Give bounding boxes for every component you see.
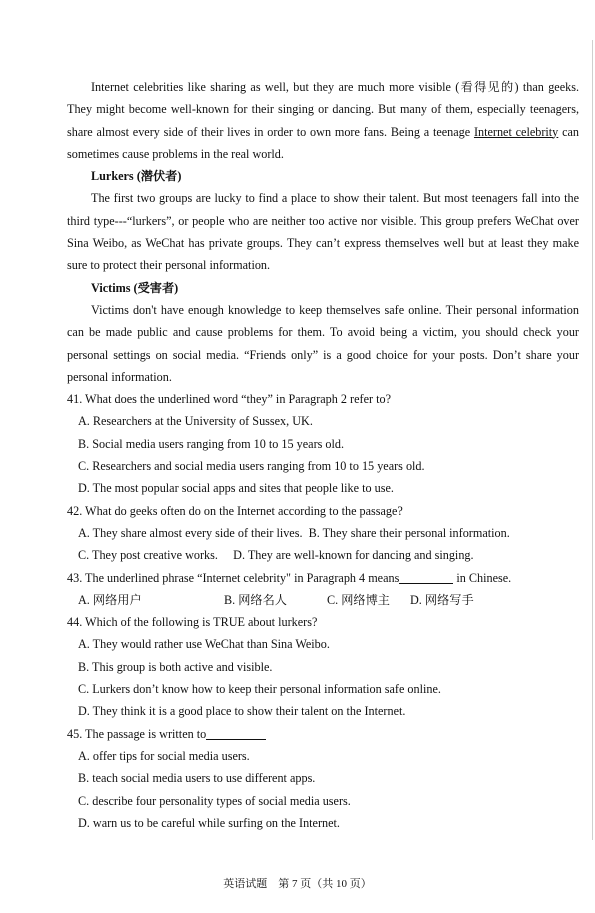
page-footer: 英语试题 第 7 页（共 10 页） (223, 878, 372, 890)
q42-option-c: C. They post creative works. (78, 548, 218, 563)
q41-option-c: C. Researchers and social media users ranging from 10 to 15 years old. (78, 459, 425, 474)
question-42 (67, 500, 579, 567)
q45-stem (67, 723, 579, 745)
paragraph-internet-celebrities (67, 76, 579, 165)
q43-stem-text-a: 43. The underlined phrase “Internet celebrity" in Paragraph 4 means (67, 570, 400, 585)
p1-text-b: can sometimes cause problems in the real world. (67, 124, 579, 161)
q45-blank (206, 725, 266, 740)
q42-option-a: A. They share almost every side of their lives. (78, 525, 303, 540)
q42-options-ab (67, 522, 579, 544)
q44-stem: 44. Which of the following is TRUE about lurkers? (67, 615, 318, 630)
paragraph-victims: Victims don't have enough knowledge to keep themselves safe online. Their personal information can be made public and cause problems for them. To avoid being a victim, you should check your personal settings on social media. “Friends only” is a good choice for your posts. Don’t share your personal information. (67, 302, 579, 384)
heading-victims: Victims (受害者) (91, 280, 179, 295)
q43-stem-text-b: in Chinese. (453, 570, 512, 585)
q43-option-d: D. 网络写手 (410, 592, 474, 607)
q43-stem (67, 567, 579, 589)
q45-stem-text: 45. The passage is written to (67, 726, 207, 741)
q44-option-a: A. They would rather use WeChat than Sina Weibo. (78, 637, 330, 652)
q42-options-cd (67, 544, 579, 566)
q43-option-c: C. 网络博主 (327, 592, 390, 607)
q44-option-b: B. This group is both active and visible. (78, 659, 273, 674)
q44-option-c: C. Lurkers don’t know how to keep their personal information safe online. (78, 682, 441, 697)
question-44 (67, 611, 579, 722)
q43-option-b: B. 网络名人 (224, 592, 287, 607)
q42-stem: 42. What do geeks often do on the Internet according to the passage? (67, 503, 403, 518)
q45-option-b: B. teach social media users to use different apps. (78, 771, 316, 786)
p1-text-a: They might become well-known for their singing or dancing. But many of them, especially teenagers, share almost every side of their lives in order to own more fans. Being a teenage (67, 102, 579, 139)
question-43 (67, 567, 579, 612)
heading-lurkers: Lurkers (潜伏者) (91, 169, 182, 184)
q42-option-b: B. They share their personal information. (308, 525, 510, 540)
q41-option-b: B. Social media users ranging from 10 to 15 years old. (78, 436, 345, 451)
q41-option-a: A. Researchers at the University of Sussex, UK. (78, 414, 313, 429)
q42-option-d: D. They are well-known for dancing and singing. (233, 548, 474, 563)
q41-option-d: D. The most popular social apps and sites that people like to use. (78, 481, 394, 496)
page-edge-line (592, 40, 593, 840)
exam-page (67, 76, 579, 834)
question-45 (67, 723, 579, 834)
q45-option-d: D. warn us to be careful while surfing on the Internet. (78, 815, 340, 830)
p1-line1: Internet celebrities like sharing as well, but they are much more visible (看得见的) than geeks. (91, 80, 579, 94)
q43-options (67, 589, 579, 611)
q43-blank (399, 569, 453, 584)
q41-stem: 41. What does the underlined word “they” in Paragraph 2 refer to? (67, 392, 391, 407)
underlined-internet-celebrity: Internet celebrity (473, 124, 559, 139)
question-41 (67, 388, 579, 499)
q44-option-d: D. They think it is a good place to show their talent on the Internet. (78, 704, 406, 719)
q45-option-c: C. describe four personality types of social media users. (78, 793, 351, 808)
q45-option-a: A. offer tips for social media users. (78, 748, 250, 763)
paragraph-lurkers: The first two groups are lucky to find a place to show their talent. But most teenagers fall into the third type---“lurkers”, or people who are neither too active nor visible. This group prefers WeChat over Sina Weibo, as WeChat has private groups. They can’t express themselves well but at least they make sure to protect their personal information. (67, 191, 579, 273)
q43-option-a: A. 网络用户 (78, 592, 142, 607)
